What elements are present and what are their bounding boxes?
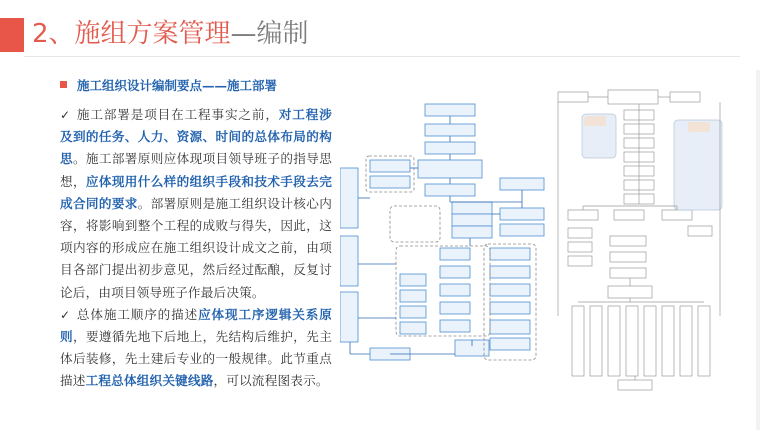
page-title — [32, 16, 309, 52]
title-accent-bar — [0, 18, 24, 52]
checkmark-icon: ✓ — [60, 108, 71, 122]
organization-flowchart-right — [548, 86, 730, 394]
paragraph-text: 施工部署是项目在工程事实之前， — [76, 107, 279, 122]
section-heading-text: 施工组织设计编制要点——施工部署 — [77, 78, 278, 93]
body-text — [60, 104, 332, 393]
title-divider — [24, 56, 740, 57]
paragraph-text: 。部署原则是施工组织设计核心内容，将影响到整个工程的成败与得失，因此，这项内容的形成应在施工组织设计成文之前，由项目各部门提出初步意见，然后经过酝酿，反复讨论后，由项目领导班子作最后决策。 — [60, 195, 333, 300]
construction-flowchart-left — [340, 98, 578, 372]
paragraph-text: 。施工部署原则应体现项目领导班子的指导思想， — [60, 151, 333, 189]
right-edge-shadow — [756, 70, 760, 430]
checkmark-icon: ✓ — [60, 307, 71, 322]
paragraph — [60, 304, 332, 393]
paragraph-text: ，可以流程图表示。 — [213, 373, 329, 389]
highlighted-text: 应体现用什么样的组织手段和技术手段去完成合同的要求 — [60, 173, 332, 211]
paragraph-text: 总体施工顺序的描述 — [76, 306, 199, 322]
bullet-square-icon — [60, 81, 67, 88]
paragraph-text: ，要遵循先地下后地上，先结构后维护，先主体后装修，先土建后专业的一般规律。此节重点描述 — [60, 329, 333, 389]
paragraph — [60, 104, 332, 304]
section-heading — [60, 76, 277, 94]
highlighted-text: 应体现工序逻辑关系原则 — [60, 306, 332, 345]
highlighted-text: 对工程涉及到的任务、人力、资源、时间的总体布局的构思 — [60, 107, 332, 167]
title-main: 2、施组方案管理 — [32, 19, 231, 49]
title-sub: —编制 — [230, 19, 309, 49]
highlighted-text: 工程总体组织关键线路 — [85, 373, 214, 389]
